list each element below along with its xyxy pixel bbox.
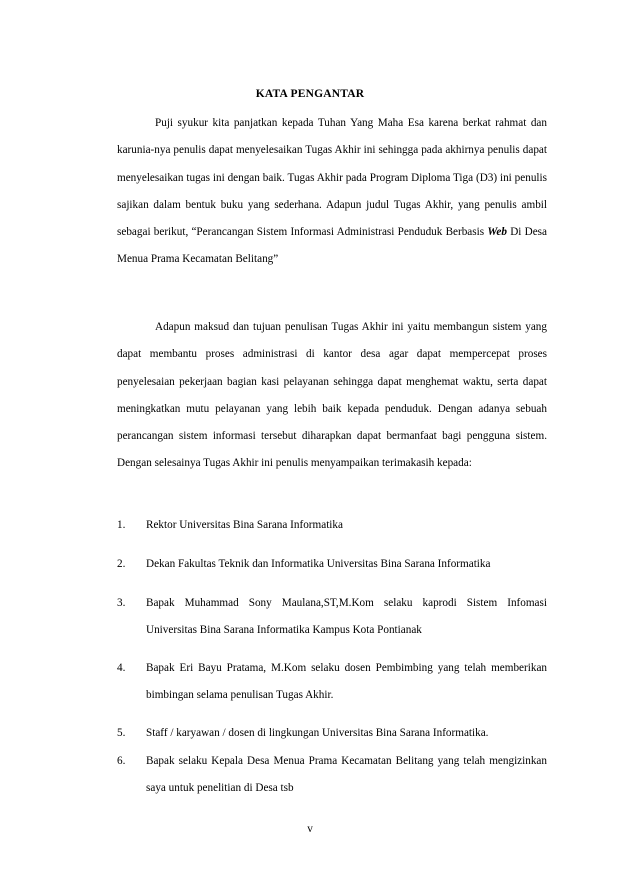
list-item-text: Bapak selaku Kepala Desa Menua Prama Kecamatan Belitang yang telah mengizinkan saya untuk penelitian di Desa tsb — [146, 755, 547, 795]
list-item-number: 3. — [117, 597, 126, 609]
list-item-number: 2. — [117, 558, 126, 570]
list-item-text: Dekan Fakultas Teknik dan Informatika Universitas Bina Sarana Informatika — [146, 558, 491, 570]
intro-text-end: Di Desa Menua Prama Kecamatan Belitang” — [117, 226, 547, 266]
purpose-paragraph: Adapun maksud dan tujuan penulisan Tugas Akhir ini yaitu membangun sistem yang dapat membantu proses administrasi di kantor desa agar dapat mempercepat proses penyelesaian pekerjaan bagian kasi pelayanan sehingga dapat menghemat waktu, serta dapat meningkatkan mutu pelayanan yang lebih baik kepada penduduk. Dengan adanya sebuah perancangan sistem informasi tersebut diharapkan dapat bermanfaat bagi pengguna sistem. Dengan selesainya Tugas Akhir ini penulis menyampaikan terimakasih kepada: — [117, 321, 547, 470]
list-item — [117, 590, 547, 645]
list-item-number: 6. — [117, 755, 126, 767]
list-item — [117, 720, 547, 747]
list-item-text: Rektor Universitas Bina Sarana Informatika — [146, 519, 343, 531]
page-title: KATA PENGANTAR — [255, 88, 365, 100]
list-item — [117, 748, 547, 803]
intro-paragraph — [117, 110, 547, 274]
intro-text: Puji syukur kita panjatkan kepada Tuhan Yang Maha Esa karena berkat rahmat dan karunia-nya penulis dapat menyelesaikan Tugas Akhir ini sehingga pada akhirnya penulis dapat menyelesaikan tugas ini dengan baik. Tugas Akhir pada Program Diploma Tiga (D3) ini penulis sajikan dalam bentuk buku yang sederhana. Adapun judul Tugas Akhir, yang penulis ambil sebagai berikut, “Perancangan Sistem Informasi Administrasi Penduduk Berbasis — [117, 117, 547, 239]
list-item-number: 4. — [117, 662, 126, 674]
list-item-text: Bapak Eri Bayu Pratama, M.Kom selaku dosen Pembimbing yang telah memberikan bimbingan selama penulisan Tugas Akhir. — [146, 662, 547, 702]
page-number: v — [307, 823, 313, 835]
list-item — [117, 551, 547, 578]
list-item-text: Staff / karyawan / dosen di lingkungan Universitas Bina Sarana Informatika. — [146, 727, 489, 739]
web-term: Web — [487, 226, 507, 239]
list-item — [117, 512, 547, 539]
list-item — [117, 655, 547, 710]
list-item-text: Bapak Muhammad Sony Maulana,ST,M.Kom selaku kaprodi Sistem Infomasi Universitas Bina Sarana Informatika Kampus Kota Pontianak — [146, 597, 547, 637]
list-item-number: 5. — [117, 727, 126, 739]
list-item-number: 1. — [117, 519, 126, 531]
